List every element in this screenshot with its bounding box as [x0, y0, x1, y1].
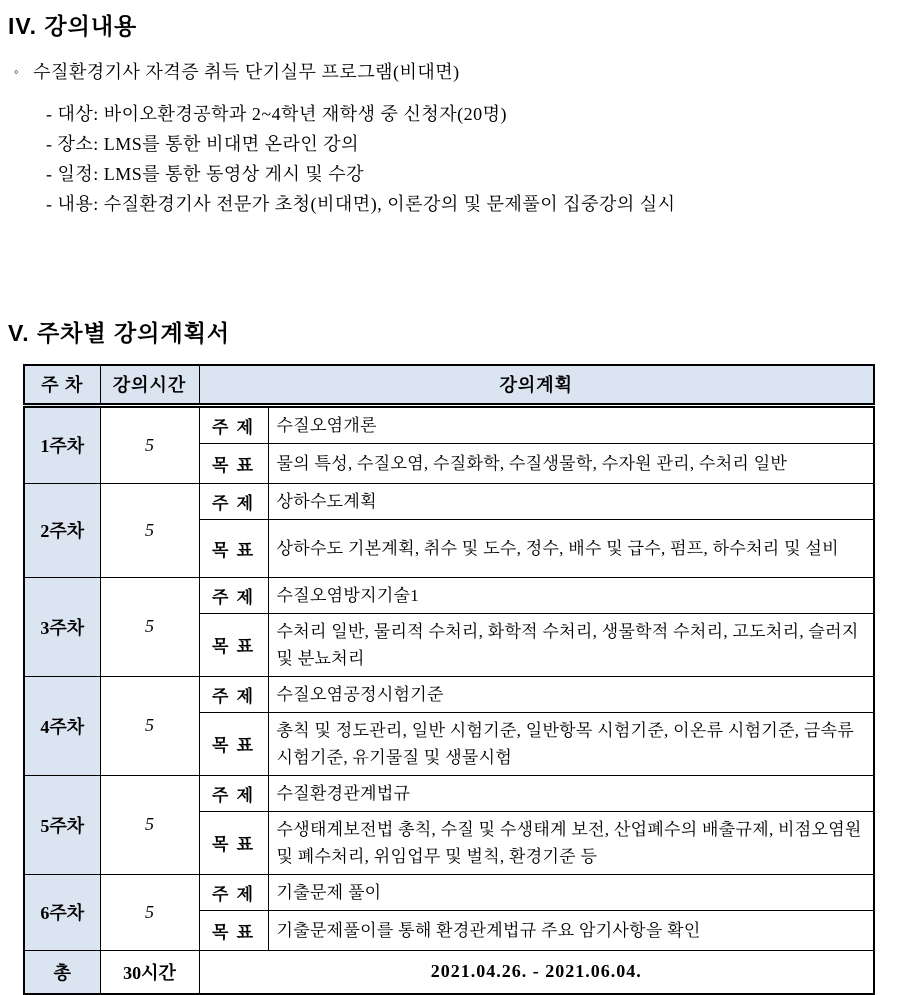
header-plan: 강의계획 — [199, 365, 874, 405]
topic-label: 주 제 — [199, 577, 268, 613]
header-week: 주 차 — [24, 365, 100, 405]
table-row — [24, 676, 874, 712]
topic-label: 주 제 — [199, 775, 268, 811]
topic-text: 수질오염공정시험기준 — [268, 676, 874, 712]
program-title: 수질환경기사 자격증 취득 단기실무 프로그램(비대면) — [33, 62, 460, 82]
goal-text: 물의 특성, 수질오염, 수질화학, 수질생물학, 수자원 관리, 수처리 일반 — [268, 443, 874, 483]
topic-text: 수질오염방지기술1 — [268, 577, 874, 613]
hours-cell: 5 — [100, 676, 199, 775]
section4-heading: IV. 강의내용 — [8, 13, 138, 39]
circle-bullet-icon: ◦ — [14, 64, 20, 79]
topic-label: 주 제 — [199, 676, 268, 712]
goal-label: 목 표 — [199, 519, 268, 577]
hours-cell: 5 — [100, 775, 199, 874]
header-hours: 강의시간 — [100, 365, 199, 405]
table-row-total — [24, 950, 874, 994]
goal-label: 목 표 — [199, 712, 268, 775]
topic-label: 주 제 — [199, 405, 268, 443]
total-period: 2021.04.26. - 2021.06.04. — [199, 950, 874, 994]
goal-text: 수처리 일반, 물리적 수처리, 화학적 수처리, 생물학적 수처리, 고도처리, 슬러지 및 분뇨처리 — [268, 613, 874, 676]
goal-text: 상하수도 기본계획, 취수 및 도수, 정수, 배수 및 급수, 펌프, 하수처리 및 설비 — [268, 519, 874, 577]
topic-label: 주 제 — [199, 483, 268, 519]
goal-label: 목 표 — [199, 910, 268, 950]
table-row — [24, 775, 874, 811]
goal-label: 목 표 — [199, 613, 268, 676]
week-cell: 6주차 — [24, 874, 100, 950]
hours-cell: 5 — [100, 483, 199, 577]
total-hours: 30시간 — [100, 950, 199, 994]
week-cell: 4주차 — [24, 676, 100, 775]
list-item: - 장소: LMS를 통한 비대면 온라인 강의 — [46, 134, 360, 154]
weekly-plan-table — [23, 364, 875, 995]
list-item: - 일정: LMS를 통한 동영상 게시 및 수강 — [46, 164, 365, 184]
topic-text: 수질오염개론 — [268, 405, 874, 443]
week-cell: 1주차 — [24, 405, 100, 483]
goal-text: 기출문제풀이를 통해 환경관계법규 주요 암기사항을 확인 — [268, 910, 874, 950]
goal-label: 목 표 — [199, 811, 268, 874]
program-title-line — [10, 57, 890, 89]
goal-text: 수생태계보전법 총칙, 수질 및 수생태계 보전, 산업폐수의 배출규제, 비점오염원 및 폐수처리, 위임업무 및 벌칙, 환경기준 등 — [268, 811, 874, 874]
topic-text: 상하수도계획 — [268, 483, 874, 519]
week-cell: 3주차 — [24, 577, 100, 676]
table-header-row — [24, 365, 874, 405]
topic-label: 주 제 — [199, 874, 268, 910]
list-item: - 내용: 수질환경기사 전문가 초청(비대면), 이론강의 및 문제풀이 집중강의 실시 — [46, 194, 676, 214]
hours-cell: 5 — [100, 874, 199, 950]
week-cell: 2주차 — [24, 483, 100, 577]
list-item: - 대상: 바이오환경공학과 2~4학년 재학생 중 신청자(20명) — [46, 104, 507, 124]
hours-cell: 5 — [100, 405, 199, 483]
goal-label: 목 표 — [199, 443, 268, 483]
total-label: 총 — [24, 950, 100, 994]
week-cell: 5주차 — [24, 775, 100, 874]
hours-cell: 5 — [100, 577, 199, 676]
goal-text: 총칙 및 정도관리, 일반 시험기준, 일반항목 시험기준, 이온류 시험기준, 금속류 시험기준, 유기물질 및 생물시험 — [268, 712, 874, 775]
program-details-list — [46, 99, 890, 219]
topic-text: 수질환경관계법규 — [268, 775, 874, 811]
table-row — [24, 874, 874, 910]
table-row — [24, 405, 874, 443]
topic-text: 기출문제 풀이 — [268, 874, 874, 910]
section5-heading: V. 주차별 강의계획서 — [8, 320, 231, 346]
table-row — [24, 577, 874, 613]
table-row — [24, 483, 874, 519]
